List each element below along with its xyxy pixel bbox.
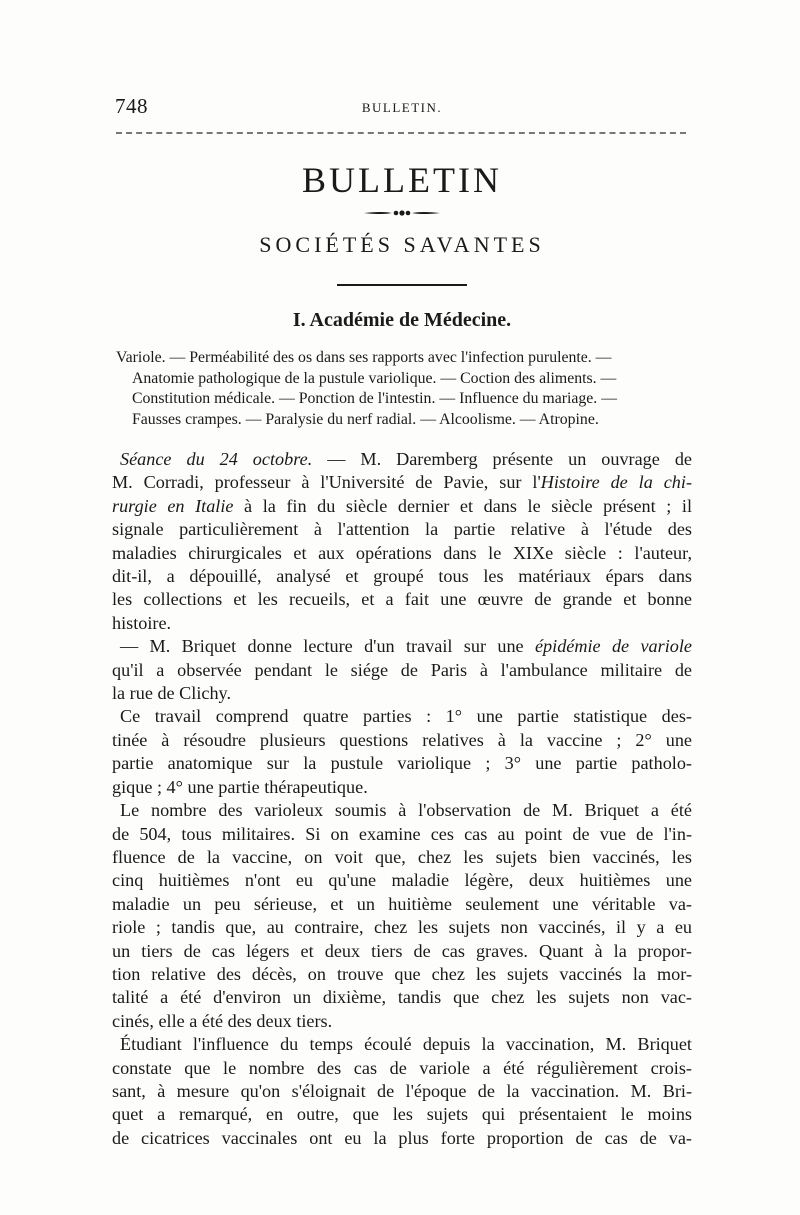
summary-line: Fausses crampes. — Paralysie du nerf radial. — Alcoolisme. — Atropine. <box>132 410 599 428</box>
text-run: maladies chirurgicales et aux opérations dans le XIXe siècle : l'auteur, <box>112 542 692 563</box>
text-line <box>112 1127 692 1150</box>
section-rule <box>337 284 467 286</box>
summary-line: Variole. — Perméabilité des os dans ses rapports avec l'infection purulente. — <box>116 349 612 366</box>
text-line <box>112 916 692 939</box>
text-line <box>112 682 692 705</box>
italic-text: épidémie de variole <box>534 636 692 657</box>
text-run: à la fin du siècle dernier et dans le siècle présent ; il <box>233 495 692 516</box>
text-line <box>112 471 692 494</box>
text-line <box>112 1057 692 1080</box>
text-line <box>112 542 692 565</box>
running-head <box>112 90 692 124</box>
main-title: BULLETIN <box>302 160 502 200</box>
text-run: M. Corradi, professeur à l'Université de Pavie, sur l' <box>112 472 541 493</box>
text-run: fluence de la vaccine, on voit que, chez les sujets bien vaccinés, les <box>112 846 692 867</box>
italic-text: Histoire de la chi- <box>540 472 693 493</box>
text-run: quet a remarqué, en outre, que les sujets qui présentaient le moins <box>112 1104 692 1125</box>
text-run: dit-il, a dépouillé, analysé et groupé tous les matériaux épars dans <box>112 566 692 587</box>
text-run: partie anatomique sur la pustule variolique ; 3° une partie patholo- <box>112 753 692 774</box>
text-run: histoire. <box>112 612 172 633</box>
text-run: gique ; 4° une partie thérapeutique. <box>112 776 368 797</box>
text-run: Étudiant l'influence du temps écoulé depuis la vaccination, M. Briquet <box>120 1034 692 1055</box>
text-run: de 504, tous militaires. Si on examine ces cas au point de vue de l'in- <box>112 823 692 844</box>
text-line <box>112 635 692 658</box>
text-run: les collections et les recueils, et a fait une œuvre de grande et bonne <box>112 589 692 610</box>
document-page <box>112 90 692 1150</box>
text-line <box>112 776 692 799</box>
text-run: tinée à résoudre plusieurs questions relatives à la vaccine ; 2° une <box>112 729 692 750</box>
text-line <box>112 1080 692 1103</box>
text-line <box>112 565 692 588</box>
text-run: un tiers de cas légers et deux tiers de cas graves. Quant à la propor- <box>112 940 692 961</box>
text-line <box>112 659 692 682</box>
italic-text: Séance du 24 octobre. <box>120 449 313 469</box>
text-run: — M. Briquet donne lecture d'un travail sur une <box>120 636 535 657</box>
text-line <box>112 1103 692 1126</box>
text-line <box>112 752 692 775</box>
text-line <box>112 963 692 986</box>
text-line <box>112 846 692 869</box>
summary-block <box>112 348 692 430</box>
text-run: riole ; tandis que, au contraire, chez les sujets non vaccinés, il y a eu <box>112 917 692 938</box>
text-line <box>112 612 692 635</box>
text-line <box>112 448 692 471</box>
text-line <box>112 940 692 963</box>
page-number: 748 <box>115 94 148 118</box>
text-run: tion relative des décès, on trouve que chez les sujets vaccinés la mor- <box>112 963 692 984</box>
text-line <box>112 869 692 892</box>
ornament-divider-icon <box>362 208 442 218</box>
text-run: la rue de Clichy. <box>112 683 232 704</box>
running-title: BULLETIN. <box>361 100 443 115</box>
text-run: maladie un peu sérieuse, et un huitième seulement une véritable va- <box>112 893 692 914</box>
text-line <box>112 799 692 822</box>
header-rule <box>116 132 686 134</box>
text-run: signale particulièrement à l'attention la partie relative à l'étude des <box>112 519 692 540</box>
text-line <box>112 518 692 541</box>
text-run: de cicatrices vaccinales ont eu la plus forte proportion de cas de va- <box>112 1127 692 1148</box>
text-run: sant, à mesure qu'on s'éloignait de l'époque de la vaccination. M. Bri- <box>112 1080 692 1101</box>
text-run: — M. Daremberg présente un ouvrage de <box>312 449 692 469</box>
text-run: qu'il a observée pendant le siége de Paris à l'ambulance militaire de <box>112 659 692 680</box>
summary-line: Anatomie pathologique de la pustule variolique. — Coction des aliments. — <box>132 369 617 387</box>
text-run: talité a été d'environ un dixième, tandis que chez les sujets non vac- <box>112 987 692 1008</box>
text-run: cinq huitièmes n'ont eu qu'une maladie légère, deux huitièmes une <box>112 870 692 891</box>
text-line <box>112 495 692 518</box>
body-text <box>112 448 692 1150</box>
text-line <box>112 729 692 752</box>
section-title: SOCIÉTÉS SAVANTES <box>259 232 545 257</box>
text-line <box>112 588 692 611</box>
text-run: constate que le nombre des cas de variole a été régulièrement crois- <box>112 1057 692 1078</box>
italic-text: rurgie en Italie <box>112 495 234 516</box>
text-line <box>112 893 692 916</box>
text-run: Le nombre des varioleux soumis à l'observation de M. Briquet a été <box>120 800 692 821</box>
subsection-title: I. Académie de Médecine. <box>292 309 512 331</box>
text-line <box>112 1010 692 1033</box>
text-run: Ce travail comprend quatre parties : 1° une partie statistique des- <box>120 706 692 727</box>
text-line <box>112 823 692 846</box>
text-line <box>112 705 692 728</box>
text-line <box>112 1033 692 1056</box>
summary-line: Constitution médicale. — Ponction de l'intestin. — Influence du mariage. — <box>132 390 617 407</box>
text-line <box>112 986 692 1009</box>
text-run: cinés, elle a été des deux tiers. <box>112 1010 333 1031</box>
